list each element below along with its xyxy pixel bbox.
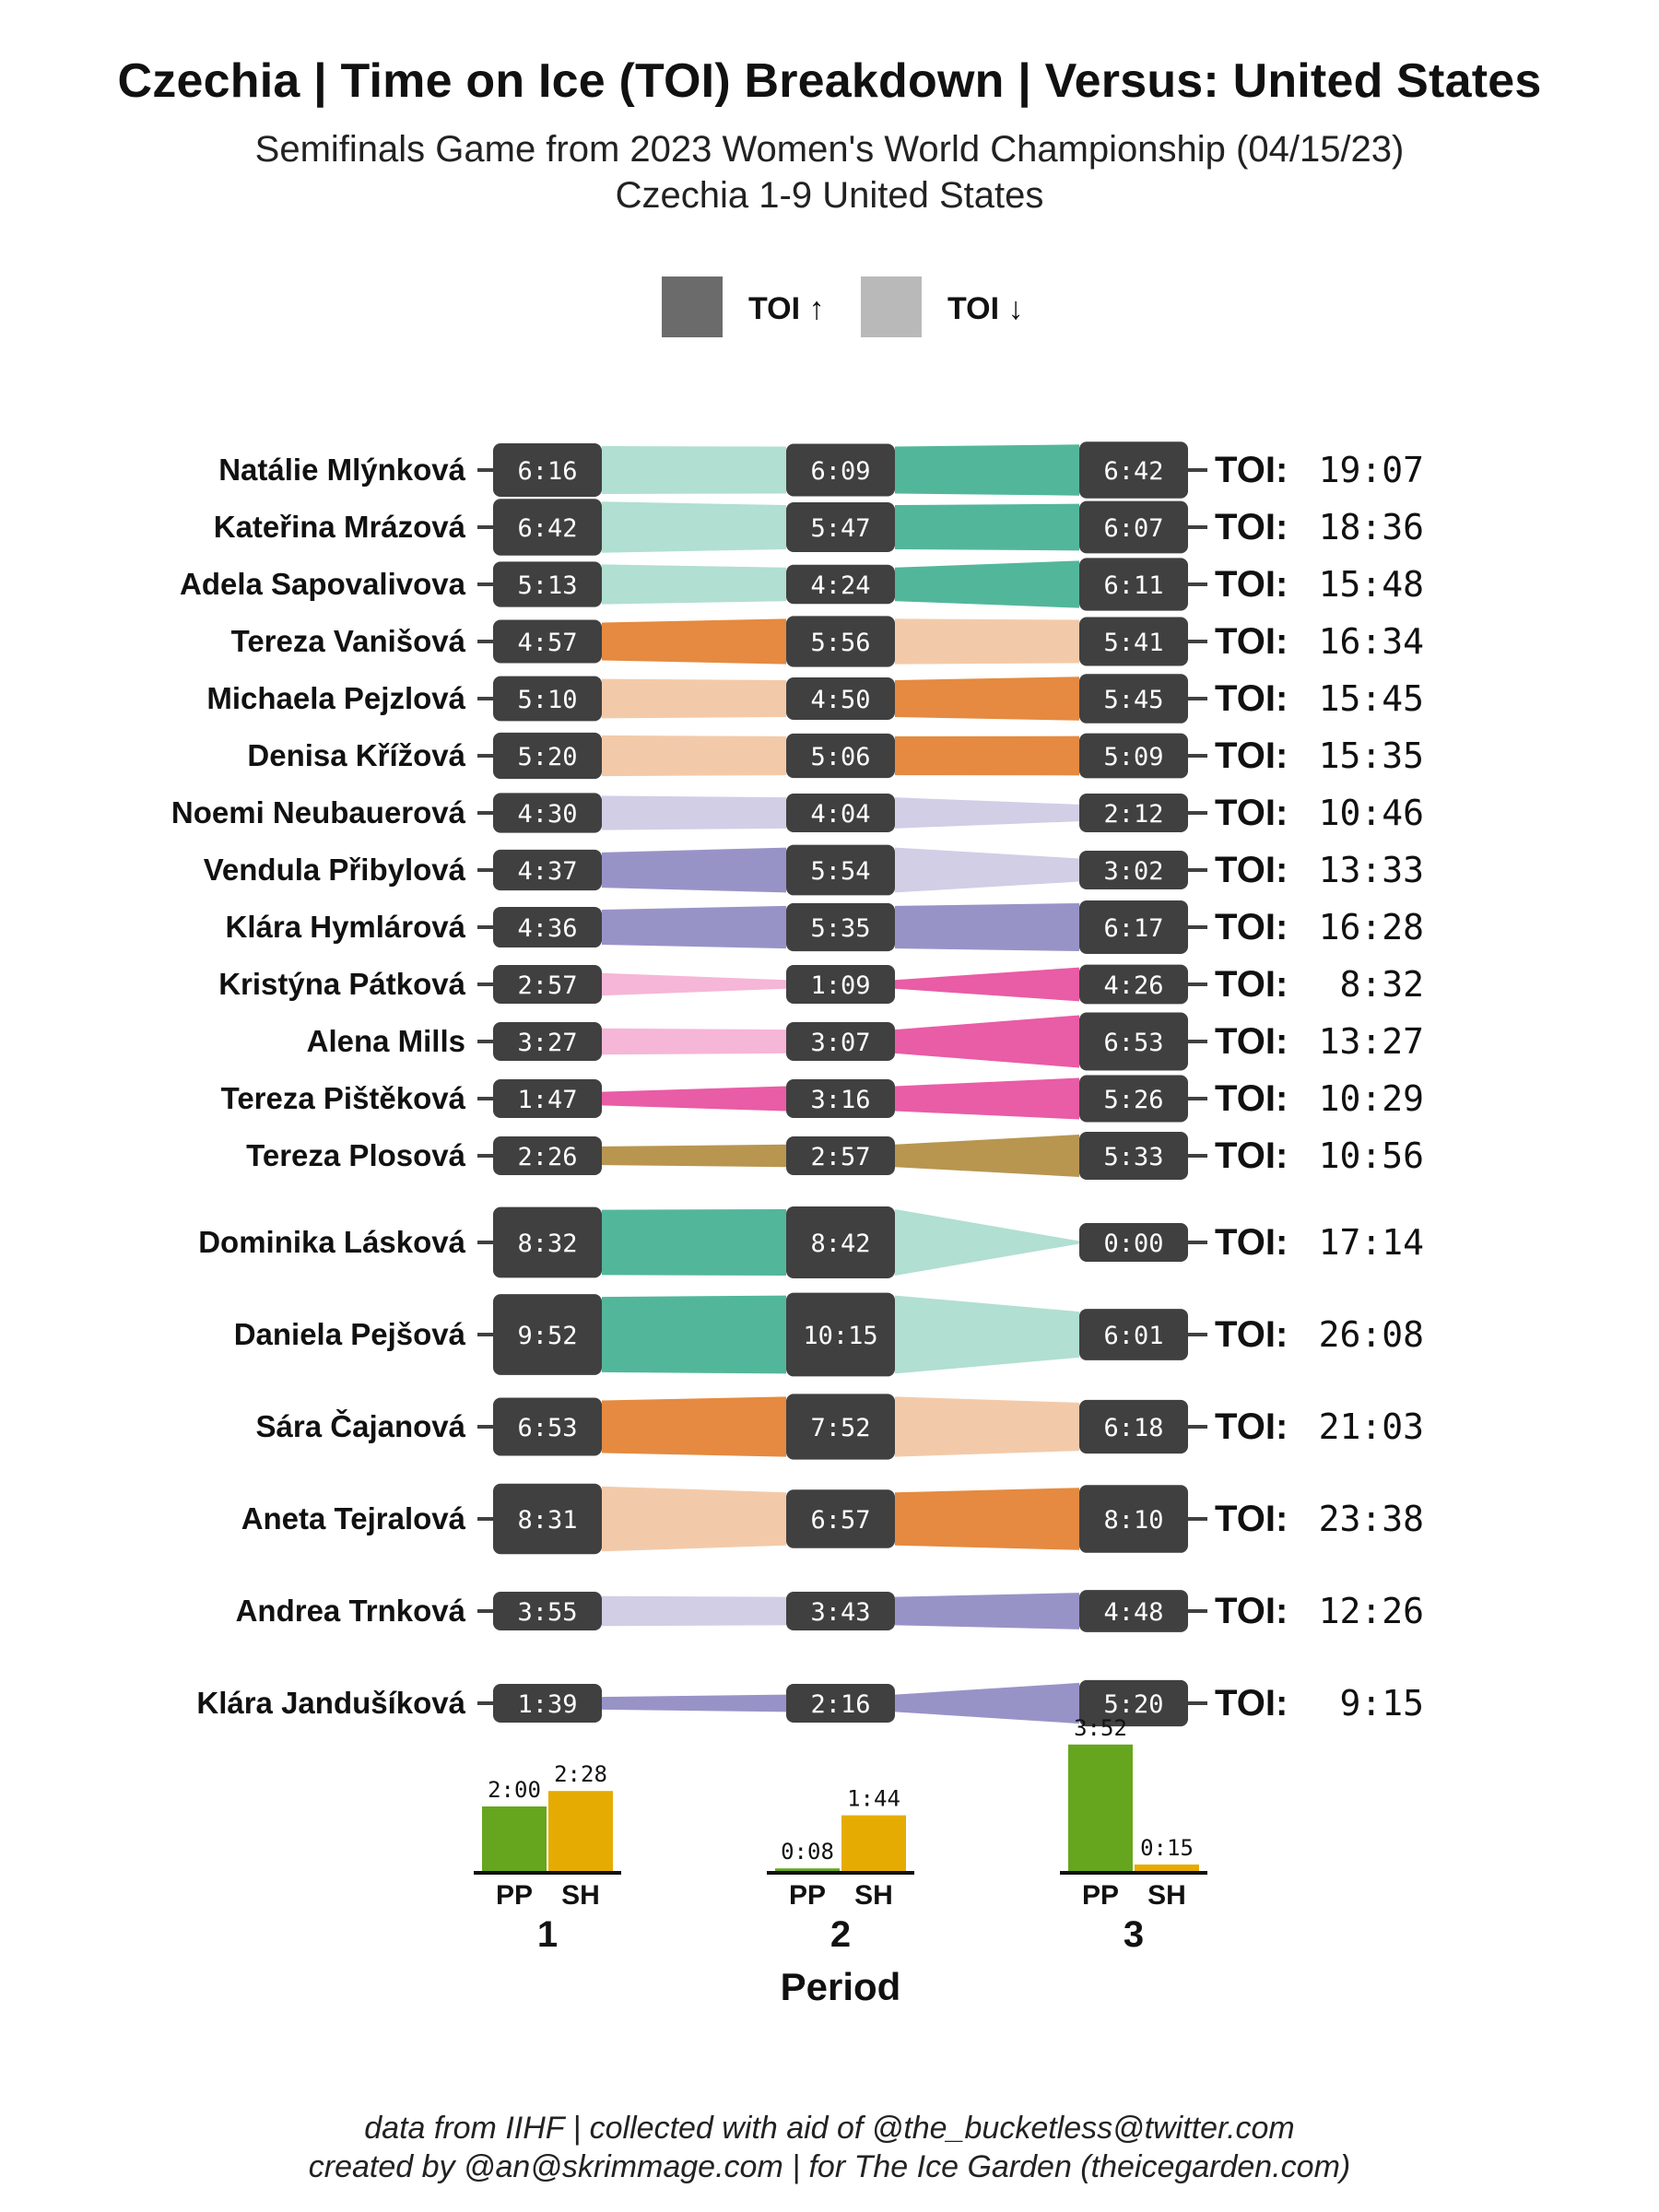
toi-ribbon: [895, 968, 1079, 1002]
toi-ribbon: [895, 618, 1079, 664]
period-toi-label: 5:54: [810, 857, 871, 886]
period-toi-label: 2:12: [1103, 800, 1164, 829]
toi-ribbon: [602, 795, 786, 830]
toi-ribbon: [895, 1016, 1079, 1068]
period-toi-label: 6:53: [1103, 1029, 1164, 1057]
period-toi-label: 4:37: [517, 857, 578, 886]
period-toi-label: 5:26: [1103, 1086, 1164, 1114]
period-toi-label: 8:42: [810, 1230, 871, 1258]
toi-total: 13:33: [1318, 850, 1424, 890]
period-toi-label: 5:41: [1103, 629, 1164, 657]
player-name: Kateřina Mrázová: [213, 510, 465, 544]
toi-prefix: TOI:: [1215, 1078, 1288, 1119]
toi-ribbon: [895, 677, 1079, 721]
period-toi-label: 2:57: [517, 971, 578, 1000]
period-toi-label: 5:47: [810, 514, 871, 543]
period-toi-label: 1:09: [810, 971, 871, 1000]
x-axis-label: Period: [780, 1965, 901, 2008]
toi-ribbon: [602, 618, 786, 664]
period-toi-label: 3:55: [517, 1598, 578, 1627]
toi-total: 21:03: [1318, 1406, 1424, 1447]
power-play-bar: [1068, 1745, 1133, 1873]
period-toi-label: 2:16: [810, 1690, 871, 1719]
period-toi-label: 4:48: [1103, 1598, 1164, 1627]
toi-total: 10:29: [1318, 1078, 1424, 1119]
period-toi-label: 6:09: [810, 457, 871, 486]
sh-label: SH: [854, 1880, 893, 1911]
period-toi-label: 1:47: [517, 1086, 578, 1114]
period-toi-label: 2:26: [517, 1143, 578, 1171]
period-toi-label: 7:52: [810, 1414, 871, 1442]
toi-total: 17:14: [1318, 1222, 1424, 1263]
toi-ribbon: [895, 1078, 1079, 1120]
toi-prefix: TOI:: [1215, 1683, 1288, 1724]
toi-total: 19:07: [1318, 450, 1424, 490]
toi-ribbon: [602, 1086, 786, 1111]
toi-ribbon: [895, 1296, 1079, 1374]
toi-ribbon: [895, 736, 1079, 776]
toi-ribbon: [602, 1296, 786, 1374]
legend-down-label: TOI ↓: [947, 291, 1024, 326]
toi-ribbon: [602, 1029, 786, 1055]
period-toi-label: 3:27: [517, 1029, 578, 1057]
period-toi-label: 1:39: [517, 1690, 578, 1719]
period-toi-label: 6:57: [810, 1506, 871, 1535]
period-tick-label: 3: [1123, 1914, 1145, 1955]
period-toi-label: 4:24: [810, 571, 871, 600]
player-name: Tereza Plosová: [246, 1138, 465, 1172]
toi-total: 16:34: [1318, 621, 1424, 662]
sh-label: SH: [561, 1880, 600, 1911]
period-toi-label: 5:20: [517, 743, 578, 771]
toi-prefix: TOI:: [1215, 964, 1288, 1005]
period-toi-label: 6:11: [1103, 571, 1164, 600]
pp-label: PP: [788, 1880, 827, 1911]
player-name: Michaela Pejzlová: [206, 681, 465, 715]
player-name: Sára Čajanová: [255, 1409, 465, 1443]
shorthanded-bar: [548, 1791, 613, 1873]
player-name: Tereza Pištěková: [220, 1081, 465, 1115]
toi-ribbon: [895, 504, 1079, 551]
toi-ribbon: [602, 446, 786, 494]
player-name: Denisa Křížová: [247, 738, 465, 772]
legend-up-label: TOI ↑: [748, 291, 825, 326]
period-toi-label: 5:56: [810, 629, 871, 657]
game-score: Czechia 1-9 United States: [615, 175, 1044, 216]
player-name: Vendula Přibylová: [203, 853, 465, 887]
period-toi-label: 5:20: [1103, 1690, 1164, 1719]
toi-ribbon: [895, 560, 1079, 607]
period-tick-label: 2: [830, 1914, 852, 1955]
toi-total: 10:46: [1318, 793, 1424, 833]
toi-ribbon: [895, 1488, 1079, 1550]
period-toi-label: 8:10: [1103, 1506, 1164, 1535]
special-teams-value: 2:28: [554, 1761, 607, 1788]
toi-total: 8:32: [1339, 964, 1424, 1005]
toi-ribbon: [602, 1209, 786, 1276]
toi-prefix: TOI:: [1215, 1499, 1288, 1539]
period-toi-label: 9:52: [517, 1322, 578, 1350]
player-name: Natálie Mlýnková: [218, 453, 465, 487]
period-toi-label: 3:43: [810, 1598, 871, 1627]
period-toi-label: 5:33: [1103, 1143, 1164, 1171]
player-name: Noemi Neubauerová: [171, 795, 465, 830]
period-toi-label: 4:50: [810, 686, 871, 714]
toi-ribbon: [895, 903, 1079, 951]
pp-label: PP: [495, 1880, 534, 1911]
toi-ribbon: [602, 973, 786, 995]
toi-ribbon: [602, 848, 786, 893]
period-toi-label: 6:07: [1103, 514, 1164, 543]
toi-ribbon: [602, 1145, 786, 1167]
toi-prefix: TOI:: [1215, 1135, 1288, 1176]
period-toi-label: 3:16: [810, 1086, 871, 1114]
toi-prefix: TOI:: [1215, 678, 1288, 719]
toi-ribbon: [895, 1209, 1079, 1276]
toi-prefix: TOI:: [1215, 793, 1288, 833]
toi-prefix: TOI:: [1215, 564, 1288, 605]
player-name: Alena Mills: [306, 1024, 465, 1058]
player-name: Tereza Vanišová: [230, 624, 465, 658]
player-name: Adela Sapovalivova: [180, 567, 465, 601]
toi-ribbon: [602, 501, 786, 552]
toi-prefix: TOI:: [1215, 1021, 1288, 1062]
toi-ribbon: [895, 797, 1079, 829]
period-toi-label: 6:17: [1103, 914, 1164, 943]
toi-total: 12:26: [1318, 1591, 1424, 1631]
period-toi-label: 5:45: [1103, 686, 1164, 714]
period-toi-label: 4:26: [1103, 971, 1164, 1000]
toi-total: 15:48: [1318, 564, 1424, 605]
footer-credit: created by @an@skrimmage.com | for The Ice Garden (theicegarden.com): [308, 2149, 1351, 2184]
period-toi-label: 5:06: [810, 743, 871, 771]
toi-prefix: TOI:: [1215, 1406, 1288, 1447]
toi-total: 9:15: [1339, 1683, 1424, 1724]
pp-label: PP: [1081, 1880, 1120, 1911]
toi-ribbon: [602, 906, 786, 948]
toi-total: 23:38: [1318, 1499, 1424, 1539]
toi-ribbon: [602, 1487, 786, 1552]
period-toi-label: 6:42: [1103, 457, 1164, 486]
toi-prefix: TOI:: [1215, 907, 1288, 947]
period-toi-label: 6:18: [1103, 1414, 1164, 1442]
special-teams-value: 1:44: [847, 1785, 900, 1812]
toi-prefix: TOI:: [1215, 1222, 1288, 1263]
player-name: Andrea Trnková: [235, 1594, 465, 1628]
toi-prefix: TOI:: [1215, 1591, 1288, 1631]
period-toi-label: 10:15: [803, 1322, 878, 1350]
toi-ribbon: [895, 1396, 1079, 1456]
special-teams-value: 0:15: [1140, 1835, 1194, 1861]
toi-ribbon: [602, 1596, 786, 1626]
period-toi-label: 5:09: [1103, 743, 1164, 771]
toi-ribbon: [602, 1396, 786, 1456]
player-name: Daniela Pejšová: [233, 1317, 465, 1351]
toi-prefix: TOI:: [1215, 1314, 1288, 1355]
toi-prefix: TOI:: [1215, 850, 1288, 890]
toi-ribbon: [895, 1593, 1079, 1630]
period-toi-label: 5:13: [517, 571, 578, 600]
special-teams-value: 3:52: [1074, 1714, 1127, 1741]
toi-ribbon: [895, 848, 1079, 893]
period-toi-label: 3:07: [810, 1029, 871, 1057]
period-tick-label: 1: [536, 1914, 559, 1955]
toi-ribbon: [895, 1683, 1079, 1724]
player-name: Klára Jandušíková: [196, 1686, 465, 1720]
player-name: Klára Hymlárová: [225, 910, 465, 944]
sh-label: SH: [1147, 1880, 1186, 1911]
toi-total: 15:35: [1318, 735, 1424, 776]
toi-total: 26:08: [1318, 1314, 1424, 1355]
toi-prefix: TOI:: [1215, 735, 1288, 776]
toi-prefix: TOI:: [1215, 621, 1288, 662]
period-toi-label: 0:00: [1103, 1230, 1164, 1258]
toi-total: 10:56: [1318, 1135, 1424, 1176]
toi-total: 13:27: [1318, 1021, 1424, 1062]
toi-ribbon: [602, 1695, 786, 1712]
period-toi-label: 4:57: [517, 629, 578, 657]
player-name: Dominika Lásková: [198, 1225, 465, 1259]
special-teams-value: 2:00: [488, 1777, 541, 1803]
special-teams-value: 0:08: [781, 1839, 834, 1865]
toi-ribbon: [895, 1135, 1079, 1177]
power-play-bar: [482, 1806, 547, 1873]
toi-ribbon: [602, 564, 786, 604]
period-toi-label: 4:36: [517, 914, 578, 943]
toi-total: 18:36: [1318, 507, 1424, 547]
player-name: Kristýna Pátková: [218, 967, 465, 1001]
chart-subtitle: Semifinals Game from 2023 Women's World Championship (04/15/23): [254, 129, 1405, 170]
toi-ribbon: [602, 679, 786, 719]
period-toi-label: 6:01: [1103, 1322, 1164, 1350]
period-toi-label: 5:35: [810, 914, 871, 943]
period-toi-label: 4:30: [517, 800, 578, 829]
period-toi-label: 4:04: [810, 800, 871, 829]
toi-total: 16:28: [1318, 907, 1424, 947]
footer-source: data from IIHF | collected with aid of @the_bucketless@twitter.com: [364, 2111, 1295, 2146]
period-toi-label: 6:16: [517, 457, 578, 486]
period-toi-label: 8:32: [517, 1230, 578, 1258]
chart-title: Czechia | Time on Ice (TOI) Breakdown | Versus: United States: [117, 54, 1542, 108]
player-name: Aneta Tejralová: [241, 1501, 465, 1535]
period-toi-label: 3:02: [1103, 857, 1164, 886]
toi-ribbon: [602, 735, 786, 776]
shorthanded-bar: [841, 1816, 906, 1873]
toi-prefix: TOI:: [1215, 450, 1288, 490]
period-toi-label: 5:10: [517, 686, 578, 714]
period-toi-label: 6:42: [517, 514, 578, 543]
toi-prefix: TOI:: [1215, 507, 1288, 547]
period-toi-label: 6:53: [517, 1414, 578, 1442]
toi-ribbon: [895, 444, 1079, 495]
period-toi-label: 2:57: [810, 1143, 871, 1171]
toi-total: 15:45: [1318, 678, 1424, 719]
period-toi-label: 8:31: [517, 1506, 578, 1535]
